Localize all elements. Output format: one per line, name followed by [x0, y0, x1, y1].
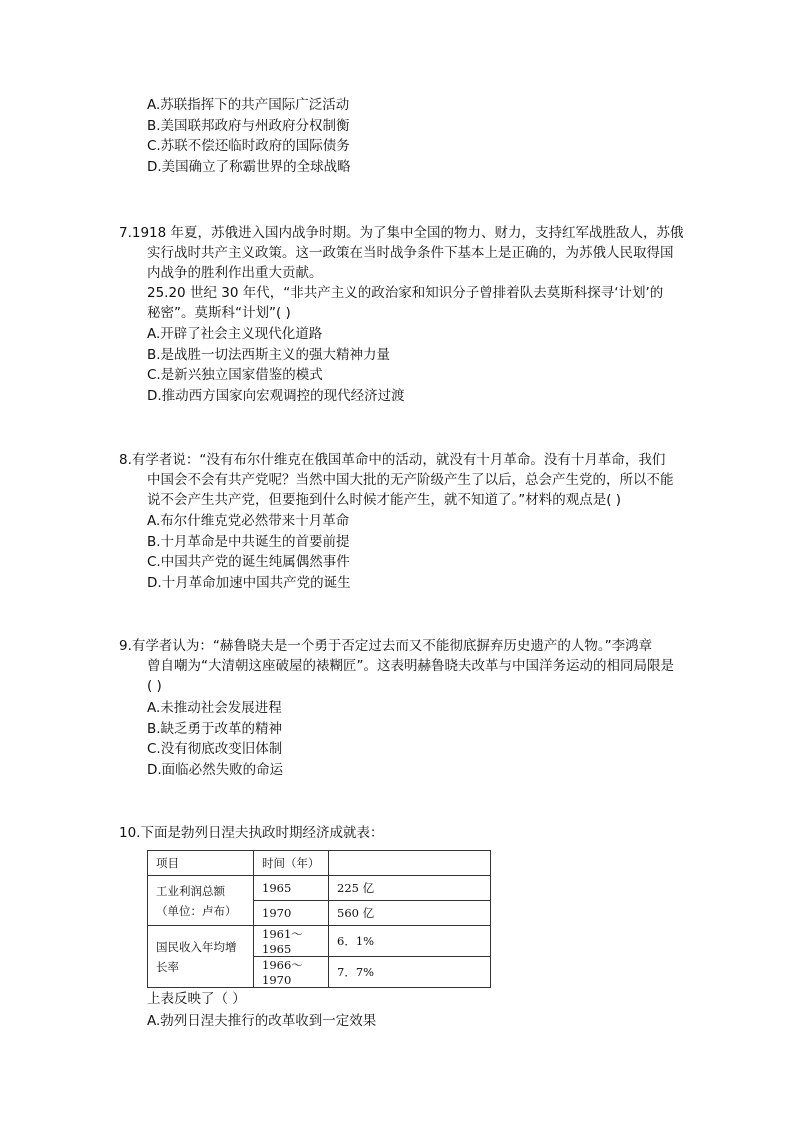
q7-stem-line: 实行战时共产主义政策。这一政策在当时战争条件下基本上是正确的，为苏俄人民取得国: [147, 245, 674, 261]
q7-stem-line: 内战争的胜利作出重大贡献。: [147, 265, 323, 281]
q9-stem-line: 9.有学者认为：“赫鲁晓夫是一个勇于否定过去而又不能彻底摒弃历史遗产的人物。”李鸿章: [119, 638, 653, 654]
q7-option-a: A.开辟了社会主义现代化道路: [147, 326, 323, 342]
q6-option-c: C.苏联不偿还临时政府的国际债务: [147, 138, 350, 154]
q10-stem: 10.下面是勃列日涅夫执政时期经济成就表：: [119, 825, 384, 841]
q9-option-d: D.面临必然失败的命运: [147, 762, 284, 778]
table-cell: 1970: [254, 901, 329, 926]
q8-stem-line: 8.有学者说：“没有布尔什维克在俄国革命中的活动，就没有十月革命。没有十月革命，我们: [119, 452, 666, 468]
q7-stem-line: 25.20 世纪 30 年代，“非共产主义的政治家和知识分子曾排着队去莫斯科探寻‘计划’的: [147, 285, 664, 301]
table-cell: 560 亿: [329, 901, 491, 926]
q7-stem-line: 7.1918 年夏，苏俄进入国内战争时期。为了集中全国的物力、财力，支持红军战胜敌人，苏俄: [119, 225, 684, 241]
q6-option-d: D.美国确立了称霸世界的全球战略: [147, 159, 351, 175]
q10-question-line: 上表反映了（ ）: [147, 991, 246, 1007]
q8-option-d: D.十月革命加速中国共产党的诞生: [147, 575, 351, 591]
table-row-label: 工业利润总额（单位：卢布）: [148, 876, 254, 926]
q8-option-a: A.布尔什维克党必然带来十月革命: [147, 513, 350, 529]
q9-option-c: C.没有彻底改变旧体制: [147, 741, 283, 757]
table-cell: 6．1%: [329, 926, 491, 957]
q8-option-b: B.十月革命是中共诞生的首要前提: [147, 534, 350, 550]
table-header-cell: [329, 851, 491, 876]
q9-stem-line: 曾自嘲为“大清朝这座破屋的裱糊匠”。这表明赫鲁晓夫改革与中国洋务运动的相同局限是: [147, 658, 674, 674]
table-header-row: [148, 851, 491, 876]
table-row: [148, 926, 491, 957]
q7-option-d: D.推动西方国家向宏观调控的现代经济过渡: [147, 388, 405, 404]
q8-stem-line: 说不会产生共产党，但要拖到什么时候才能产生，就不知道了。”材料的观点是( ): [147, 492, 622, 508]
q6-option-b: B.美国联邦政府与州政府分权制衡: [147, 118, 350, 134]
table-cell: 1966～1970: [254, 957, 329, 988]
table-cell: 7．7%: [329, 957, 491, 988]
table-row-label: 国民收入年均增长率: [148, 926, 254, 988]
q6-option-a: A.苏联指挥下的共产国际广泛活动: [147, 97, 350, 113]
q9-option-a: A.未推动社会发展进程: [147, 700, 282, 716]
table-cell: 1961～1965: [254, 926, 329, 957]
q7-option-b: B.是战胜一切法西斯主义的强大精神力量: [147, 347, 391, 363]
table-row: [148, 876, 491, 901]
q9-stem-line: ( ): [147, 678, 162, 694]
table-cell: 1965: [254, 876, 329, 901]
table-header-cell: 项目: [148, 851, 254, 876]
q8-stem-line: 中国会不会有共产党呢？当然中国大批的无产阶级产生了以后，总会产生党的，所以不能: [147, 472, 674, 488]
q9-option-b: B.缺乏勇于改革的精神: [147, 721, 283, 737]
q7-stem-line: 秘密”。莫斯科“计划”( ): [147, 305, 291, 321]
q7-option-c: C.是新兴独立国家借鉴的模式: [147, 367, 323, 383]
table-header-cell: 时间（年）: [254, 851, 329, 876]
table-cell: 225 亿: [329, 876, 491, 901]
economic-achievements-table: [147, 850, 491, 988]
q8-option-c: C.中国共产党的诞生纯属偶然事件: [147, 554, 350, 570]
q10-option-a: A.勃列日涅夫推行的改革收到一定效果: [147, 1013, 377, 1029]
